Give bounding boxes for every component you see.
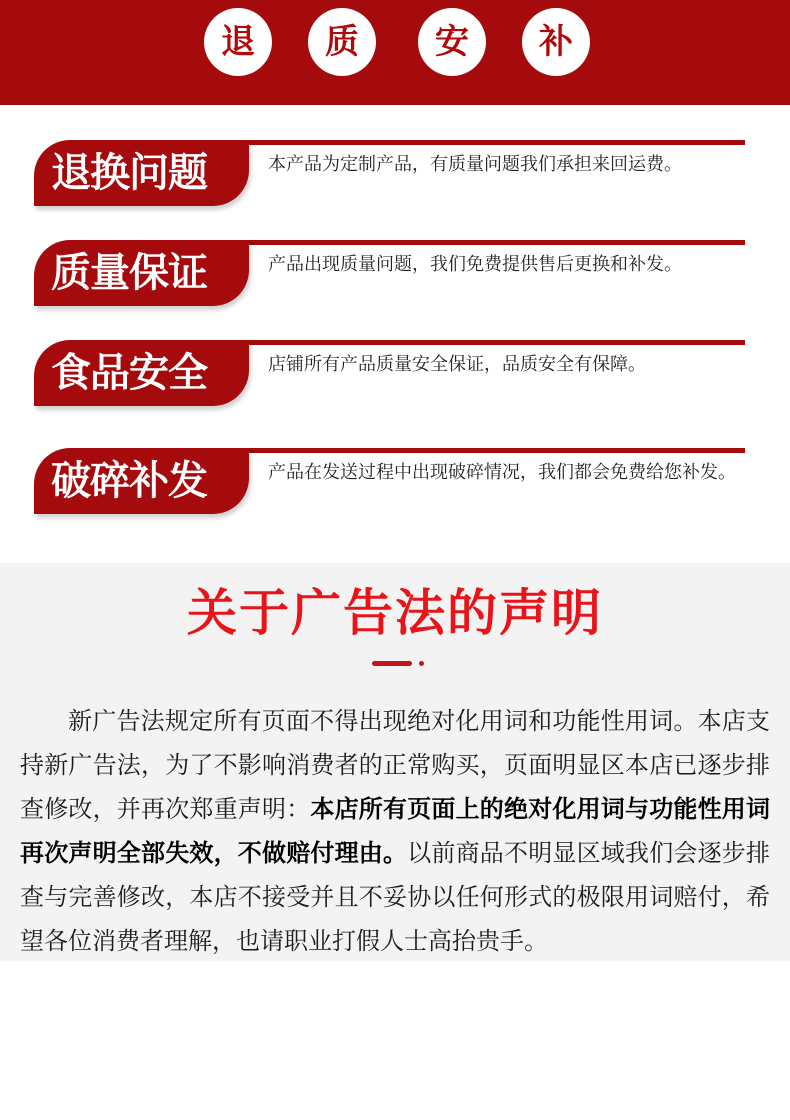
title-underline-dot: [419, 661, 424, 666]
row-description: 店铺所有产品质量安全保证，品质安全有保障。: [268, 354, 646, 375]
statement-body-part1: 新广告法规定所有页面不得出现绝对化用词和功能性用词。本店支持新广告法，为了不影响消费者的正常购买，页面明显区本店已逐步排查修改，并再次郑重声明：: [20, 707, 770, 823]
row-title: 破碎补发: [51, 458, 207, 504]
row-title: 质量保证: [51, 250, 207, 296]
statement-body-part2: 以前商品不明显区域我们会逐步排查与完善修改，本店不接受并且不妥协以任何形式的极限用词赔付，希望各位消费者理解，也请职业打假人士高抬贵手。: [20, 839, 771, 955]
guarantee-row-breakage: [0, 448, 790, 528]
ad-law-statement: [0, 563, 790, 961]
row-divider: [200, 340, 745, 345]
top-banner: [0, 0, 790, 105]
guarantee-row-return: [0, 140, 790, 220]
row-tab: [34, 140, 249, 206]
row-divider: [200, 240, 745, 245]
title-underline: [372, 661, 412, 666]
row-tab: [34, 340, 249, 406]
banner-char-quality: 质: [308, 8, 376, 76]
row-description: 产品出现质量问题，我们免费提供售后更换和补发。: [268, 254, 682, 275]
row-tab: [34, 448, 249, 514]
guarantee-row-food-safety: [0, 340, 790, 420]
row-title: 退换问题: [51, 150, 207, 196]
guarantee-row-quality: [0, 240, 790, 320]
row-tab: [34, 240, 249, 306]
row-divider: [200, 448, 745, 453]
row-divider: [200, 140, 745, 145]
statement-title: 关于广告法的声明: [187, 584, 603, 642]
banner-char-reissue: 补: [522, 8, 590, 76]
banner-char-return: 退: [204, 8, 272, 76]
statement-body-bold: 本店所有页面上的绝对化用词与功能性用词再次声明全部失效，不做赔付理由。: [20, 795, 771, 867]
row-title: 食品安全: [51, 350, 207, 396]
row-description: 产品在发送过程中出现破碎情况，我们都会免费给您补发。: [268, 462, 736, 483]
row-description: 本产品为定制产品，有质量问题我们承担来回运费。: [268, 154, 682, 175]
statement-body: [20, 699, 770, 963]
banner-char-safety: 安: [418, 8, 486, 76]
